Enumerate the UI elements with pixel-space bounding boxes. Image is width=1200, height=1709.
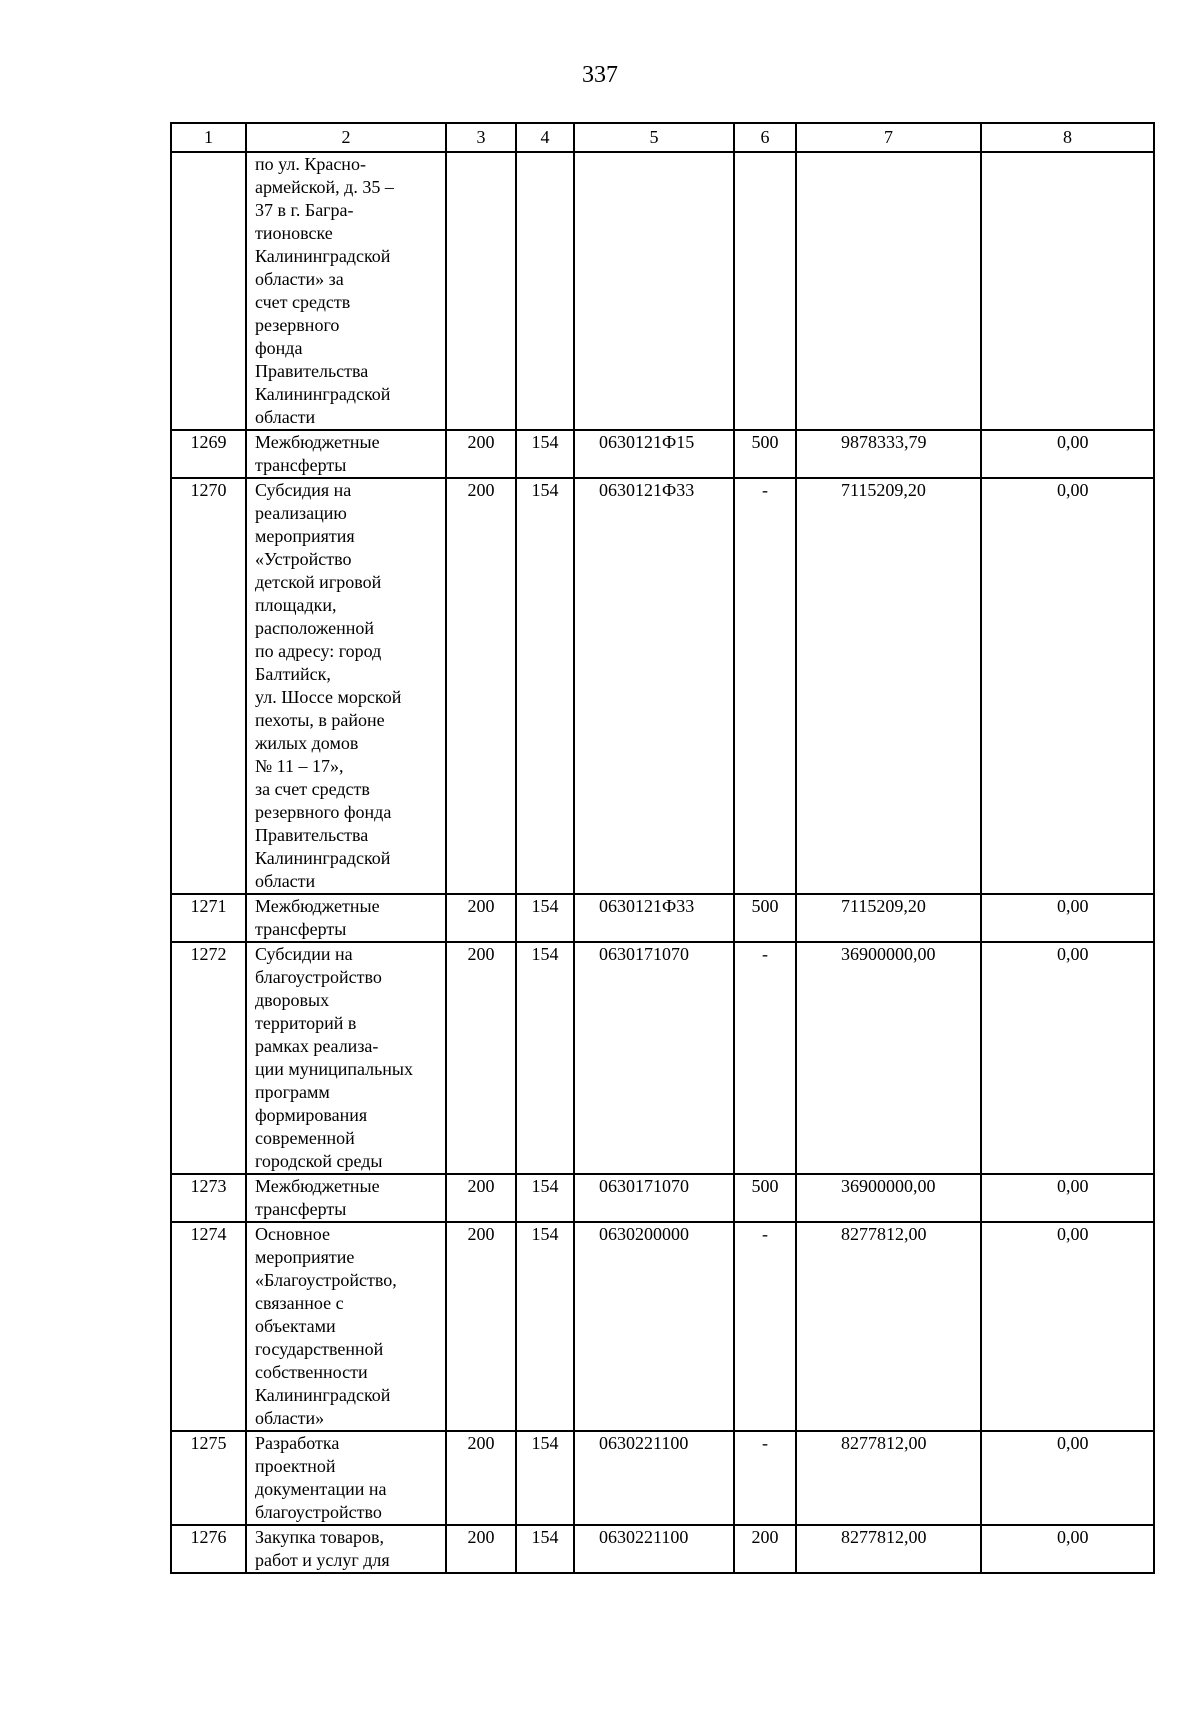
item-name-line: проектной [255,1456,336,1476]
item-name [246,478,446,894]
item-name-line: Субсидия на [255,480,352,500]
item-name-line: документации на [255,1479,387,1499]
header-cell: 5 [574,123,734,152]
item-name-line: армейской, д. 35 – [255,177,394,197]
code-col4: 154 [516,1222,574,1431]
item-name-line: счет средств [255,292,351,312]
code-col6 [734,152,796,430]
row-number [171,152,246,430]
code-col5: 0630171070 [574,942,734,1174]
amount-col7: 36900000,00 [796,1174,981,1222]
header-cell: 2 [246,123,446,152]
code-col6: - [734,1431,796,1525]
item-name-line: области» за [255,269,344,289]
code-col3: 200 [446,1525,516,1573]
code-col4: 154 [516,1431,574,1525]
item-name-line: рамках реализа- [255,1036,379,1056]
item-name-line: Закупка товаров, [255,1527,384,1547]
table-row [171,430,1154,478]
item-name-line: трансферты [255,919,347,939]
item-name-line: «Благоустройство, [255,1270,397,1290]
item-name [246,1525,446,1573]
item-name-line: тионовске [255,223,333,243]
table-row [171,1525,1154,1573]
item-name-line: Основное [255,1224,330,1244]
item-name [246,942,446,1174]
item-name-line: собственности [255,1362,368,1382]
item-name-line: области» [255,1408,325,1428]
code-col3 [446,152,516,430]
table-row [171,942,1154,1174]
item-name-line: Межбюджетные [255,896,380,916]
code-col3: 200 [446,942,516,1174]
code-col5: 0630171070 [574,1174,734,1222]
item-name-line: жилых домов [255,733,359,753]
item-name-line: Разработка [255,1433,340,1453]
item-name-line: области [255,871,316,891]
code-col6: 200 [734,1525,796,1573]
item-name-line: программ [255,1082,330,1102]
code-col3: 200 [446,1431,516,1525]
code-col6: 500 [734,894,796,942]
table-row [171,1222,1154,1431]
table-row [171,152,1154,430]
item-name-line: связанное с [255,1293,344,1313]
code-col4: 154 [516,1525,574,1573]
header-cell: 8 [981,123,1154,152]
code-col4: 154 [516,1174,574,1222]
item-name [246,152,446,430]
code-col4: 154 [516,942,574,1174]
item-name-line: расположенной [255,618,374,638]
item-name-line: № 11 – 17», [255,756,344,776]
code-col5: 0630221100 [574,1431,734,1525]
code-col3: 200 [446,1222,516,1431]
item-name-line: пехоты, в районе [255,710,385,730]
amount-col8: 0,00 [981,430,1154,478]
code-col6: - [734,478,796,894]
item-name-line: благоустройство [255,1502,382,1522]
header-cell: 4 [516,123,574,152]
item-name-line: Правительства [255,825,369,845]
item-name-line: по адресу: город [255,641,382,661]
amount-col7: 9878333,79 [796,430,981,478]
amount-col8 [981,152,1154,430]
item-name-line: резервного [255,315,340,335]
item-name-line: по ул. Красно- [255,154,366,174]
row-number: 1275 [171,1431,246,1525]
header-cell: 1 [171,123,246,152]
item-name-line: объектами [255,1316,336,1336]
item-name-line: Межбюджетные [255,1176,380,1196]
code-col4: 154 [516,894,574,942]
item-name-line: государственной [255,1339,384,1359]
code-col5: 0630200000 [574,1222,734,1431]
item-name [246,430,446,478]
item-name-line: Балтийск, [255,664,331,684]
item-name-line: благоустройство [255,967,382,987]
item-name-line: ул. Шоссе морской [255,687,402,707]
row-number: 1271 [171,894,246,942]
item-name-line: формирования [255,1105,368,1125]
code-col6: - [734,1222,796,1431]
code-col5: 0630121Ф33 [574,478,734,894]
item-name-line: резервного фонда [255,802,392,822]
amount-col7: 36900000,00 [796,942,981,1174]
table-row [171,1431,1154,1525]
page-number: 337 [582,62,618,88]
item-name-line: Калининградской [255,848,391,868]
item-name-line: Межбюджетные [255,432,380,452]
amount-col8: 0,00 [981,1174,1154,1222]
amount-col8: 0,00 [981,1222,1154,1431]
code-col6: 500 [734,430,796,478]
code-col5 [574,152,734,430]
item-name-line: территорий в [255,1013,357,1033]
header-cell: 6 [734,123,796,152]
item-name-line: Калининградской [255,384,391,404]
item-name-line: городской среды [255,1151,383,1171]
code-col5: 0630121Ф33 [574,894,734,942]
code-col3: 200 [446,478,516,894]
item-name-line: работ и услуг для [255,1550,390,1570]
item-name-line: мероприятие [255,1247,355,1267]
item-name-line: Субсидии на [255,944,353,964]
item-name [246,1222,446,1431]
item-name-line: «Устройство [255,549,352,569]
table-row [171,478,1154,894]
amount-col8: 0,00 [981,478,1154,894]
item-name-line: Калининградской [255,246,391,266]
row-number: 1269 [171,430,246,478]
code-col3: 200 [446,430,516,478]
table-row [171,894,1154,942]
amount-col7: 7115209,20 [796,478,981,894]
code-col4: 154 [516,430,574,478]
budget-table [170,122,1155,1574]
table-header-row [171,123,1154,152]
row-number: 1272 [171,942,246,1174]
item-name [246,894,446,942]
item-name-line: трансферты [255,1199,347,1219]
table-row [171,1174,1154,1222]
item-name-line: области [255,407,316,427]
code-col3: 200 [446,894,516,942]
amount-col8: 0,00 [981,1525,1154,1573]
row-number: 1276 [171,1525,246,1573]
amount-col7: 8277812,00 [796,1431,981,1525]
code-col4 [516,152,574,430]
item-name-line: современной [255,1128,355,1148]
code-col3: 200 [446,1174,516,1222]
item-name-line: ции муниципальных [255,1059,414,1079]
amount-col8: 0,00 [981,942,1154,1174]
item-name-line: Калининградской [255,1385,391,1405]
row-number: 1274 [171,1222,246,1431]
row-number: 1273 [171,1174,246,1222]
code-col5: 0630121Ф15 [574,430,734,478]
code-col6: - [734,942,796,1174]
amount-col7 [796,152,981,430]
item-name [246,1174,446,1222]
amount-col7: 8277812,00 [796,1525,981,1573]
amount-col8: 0,00 [981,894,1154,942]
item-name-line: трансферты [255,455,347,475]
item-name-line: фонда [255,338,303,358]
item-name-line: детской игровой [255,572,382,592]
header-cell: 3 [446,123,516,152]
row-number: 1270 [171,478,246,894]
code-col4: 154 [516,478,574,894]
amount-col8: 0,00 [981,1431,1154,1525]
item-name-line: 37 в г. Багра- [255,200,354,220]
item-name-line: за счет средств [255,779,370,799]
header-cell: 7 [796,123,981,152]
item-name [246,1431,446,1525]
item-name-line: мероприятия [255,526,355,546]
item-name-line: Правительства [255,361,369,381]
code-col5: 0630221100 [574,1525,734,1573]
amount-col7: 7115209,20 [796,894,981,942]
code-col6: 500 [734,1174,796,1222]
item-name-line: реализацию [255,503,347,523]
amount-col7: 8277812,00 [796,1222,981,1431]
item-name-line: дворовых [255,990,330,1010]
item-name-line: площадки, [255,595,337,615]
